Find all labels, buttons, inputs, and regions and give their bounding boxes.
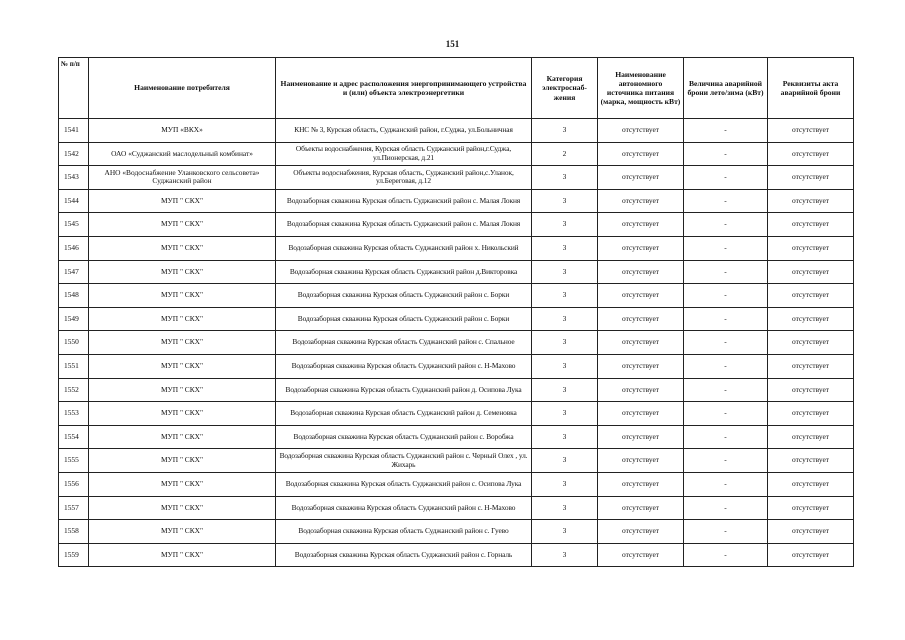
table-row [59, 354, 854, 378]
cell-category: 3 [532, 402, 598, 426]
cell-reserve: - [684, 236, 768, 260]
cell-number: 1542 [59, 142, 89, 166]
cell-reserve: - [684, 520, 768, 544]
cell-number: 1551 [59, 354, 89, 378]
cell-act: отсутствует [768, 496, 854, 520]
cell-object: Водозаборная скважина Курская область Суджанский район с. Гуево [276, 520, 532, 544]
table-row [59, 236, 854, 260]
cell-act: отсутствует [768, 331, 854, 355]
cell-number: 1550 [59, 331, 89, 355]
cell-number: 1553 [59, 402, 89, 426]
cell-power-source: отсутствует [598, 449, 684, 473]
table-row [59, 307, 854, 331]
cell-number: 1548 [59, 284, 89, 308]
cell-object: Водозаборная скважина Курская область Суджанский район д.Викторовка [276, 260, 532, 284]
cell-category: 3 [532, 378, 598, 402]
cell-category: 2 [532, 142, 598, 166]
cell-object: Водозаборная скважина Курская область Суджанский район с. Н-Махово [276, 496, 532, 520]
cell-category: 3 [532, 166, 598, 190]
cell-object: Водозаборная скважина Курская область Суджанский район с. Черный Олех , ул. Жихарь [276, 449, 532, 473]
cell-act: отсутствует [768, 378, 854, 402]
cell-number: 1543 [59, 166, 89, 190]
cell-reserve: - [684, 543, 768, 567]
cell-number: 1559 [59, 543, 89, 567]
cell-object: Водозаборная скважина Курская область Суджанский район д. Семеновка [276, 402, 532, 426]
cell-number: 1549 [59, 307, 89, 331]
page-number: 151 [445, 39, 460, 49]
cell-category: 3 [532, 520, 598, 544]
cell-power-source: отсутствует [598, 236, 684, 260]
cell-number: 1541 [59, 119, 89, 143]
cell-act: отсутствует [768, 213, 854, 237]
table-row [59, 520, 854, 544]
table-row [59, 543, 854, 567]
table-row [59, 189, 854, 213]
cell-power-source: отсутствует [598, 189, 684, 213]
cell-power-source: отсутствует [598, 213, 684, 237]
cell-power-source: отсутствует [598, 354, 684, 378]
cell-object: Объекты водоснабжения, Курская область, Суджанский район,с.Уланок, ул.Береговая, д.12 [276, 166, 532, 190]
cell-act: отсутствует [768, 543, 854, 567]
cell-number: 1555 [59, 449, 89, 473]
cell-object: Водозаборная скважина Курская область Суджанский район д. Осипова Лука [276, 378, 532, 402]
cell-power-source: отсутствует [598, 378, 684, 402]
cell-act: отсутствует [768, 425, 854, 449]
cell-consumer: МУП " СКХ" [89, 354, 276, 378]
cell-category: 3 [532, 213, 598, 237]
table-row [59, 402, 854, 426]
cell-act: отсутствует [768, 236, 854, 260]
cell-consumer: МУП «ВКХ» [89, 119, 276, 143]
cell-object: Водозаборная скважина Курская область Суджанский район с. Борки [276, 284, 532, 308]
cell-consumer: МУП " СКХ" [89, 213, 276, 237]
cell-category: 3 [532, 354, 598, 378]
cell-reserve: - [684, 449, 768, 473]
cell-object: КНС № 3, Курская область, Суджанский район, г.Суджа, ул.Больничная [276, 119, 532, 143]
cell-act: отсутствует [768, 260, 854, 284]
cell-act: отсутствует [768, 402, 854, 426]
table-row [59, 331, 854, 355]
table-row [59, 472, 854, 496]
cell-act: отсутствует [768, 520, 854, 544]
cell-reserve: - [684, 402, 768, 426]
cell-number: 1546 [59, 236, 89, 260]
cell-category: 3 [532, 284, 598, 308]
cell-reserve: - [684, 213, 768, 237]
cell-category: 3 [532, 236, 598, 260]
table-row [59, 142, 854, 166]
table-row [59, 378, 854, 402]
table-row [59, 496, 854, 520]
cell-act: отсутствует [768, 284, 854, 308]
cell-consumer: МУП " СКХ" [89, 449, 276, 473]
header-power-source: Наименование автономного источника питания (марка, мощность кВт) [598, 58, 684, 119]
cell-reserve: - [684, 189, 768, 213]
cell-power-source: отсутствует [598, 520, 684, 544]
cell-reserve: - [684, 307, 768, 331]
header-category: Категория электроснаб-жения [532, 58, 598, 119]
cell-category: 3 [532, 331, 598, 355]
cell-consumer: АНО «Водоснабжение Уланковского сельсовета» Суджанский район [89, 166, 276, 190]
cell-power-source: отсутствует [598, 284, 684, 308]
cell-consumer: МУП " СКХ" [89, 284, 276, 308]
cell-reserve: - [684, 284, 768, 308]
header-reserve: Величина аварийной брони лето/зима (кВт) [684, 58, 768, 119]
cell-consumer: МУП " СКХ" [89, 496, 276, 520]
cell-object: Водозаборная скважина Курская область Суджанский район х. Никольский [276, 236, 532, 260]
cell-consumer: ОАО «Суджанский маслодельный комбинат» [89, 142, 276, 166]
cell-object: Объекты водоснабжения, Курская область Суджанский район,г.Суджа, ул.Пионерская, д.21 [276, 142, 532, 166]
cell-act: отсутствует [768, 307, 854, 331]
cell-consumer: МУП " СКХ" [89, 378, 276, 402]
cell-reserve: - [684, 378, 768, 402]
cell-act: отсутствует [768, 189, 854, 213]
table-body [59, 119, 854, 567]
cell-reserve: - [684, 496, 768, 520]
cell-consumer: МУП " СКХ" [89, 189, 276, 213]
cell-act: отсутствует [768, 354, 854, 378]
cell-power-source: отсутствует [598, 142, 684, 166]
cell-consumer: МУП " СКХ" [89, 472, 276, 496]
cell-object: Водозаборная скважина Курская область Суджанский район с. Борки [276, 307, 532, 331]
cell-number: 1547 [59, 260, 89, 284]
header-consumer: Наименование потребителя [89, 58, 276, 119]
emergency-reserve-table [58, 57, 854, 567]
cell-object: Водозаборная скважина Курская область Суджанский район с. Горналь [276, 543, 532, 567]
cell-consumer: МУП " СКХ" [89, 260, 276, 284]
cell-category: 3 [532, 307, 598, 331]
cell-reserve: - [684, 354, 768, 378]
table-row [59, 449, 854, 473]
cell-reserve: - [684, 331, 768, 355]
cell-reserve: - [684, 142, 768, 166]
cell-consumer: МУП " СКХ" [89, 520, 276, 544]
cell-reserve: - [684, 166, 768, 190]
cell-power-source: отсутствует [598, 260, 684, 284]
cell-reserve: - [684, 260, 768, 284]
cell-act: отсутствует [768, 166, 854, 190]
cell-category: 3 [532, 543, 598, 567]
cell-power-source: отсутствует [598, 166, 684, 190]
cell-number: 1558 [59, 520, 89, 544]
cell-category: 3 [532, 260, 598, 284]
header-object: Наименование и адрес расположения энергопринимающего устройства и (или) объекта электроэнергетики [276, 58, 532, 119]
header-act: Реквизиты акта аварийной брони [768, 58, 854, 119]
cell-act: отсутствует [768, 472, 854, 496]
cell-category: 3 [532, 496, 598, 520]
cell-category: 3 [532, 472, 598, 496]
cell-consumer: МУП " СКХ" [89, 425, 276, 449]
cell-consumer: МУП " СКХ" [89, 236, 276, 260]
table-row [59, 284, 854, 308]
cell-power-source: отсутствует [598, 543, 684, 567]
table-row [59, 213, 854, 237]
cell-power-source: отсутствует [598, 472, 684, 496]
cell-number: 1554 [59, 425, 89, 449]
cell-power-source: отсутствует [598, 496, 684, 520]
cell-category: 3 [532, 189, 598, 213]
table-row [59, 260, 854, 284]
cell-reserve: - [684, 472, 768, 496]
header-number: № п/п [59, 58, 89, 119]
cell-object: Водозаборная скважина Курская область Суджанский район с. Н-Махово [276, 354, 532, 378]
cell-power-source: отсутствует [598, 307, 684, 331]
cell-power-source: отсутствует [598, 402, 684, 426]
cell-number: 1557 [59, 496, 89, 520]
cell-object: Водозаборная скважина Курская область Суджанский район с. Малая Локня [276, 189, 532, 213]
cell-act: отсутствует [768, 119, 854, 143]
cell-number: 1544 [59, 189, 89, 213]
cell-act: отсутствует [768, 449, 854, 473]
cell-power-source: отсутствует [598, 119, 684, 143]
cell-reserve: - [684, 425, 768, 449]
cell-consumer: МУП " СКХ" [89, 307, 276, 331]
cell-category: 3 [532, 425, 598, 449]
cell-category: 3 [532, 119, 598, 143]
cell-act: отсутствует [768, 142, 854, 166]
table-header-row [59, 58, 854, 119]
cell-number: 1556 [59, 472, 89, 496]
cell-number: 1545 [59, 213, 89, 237]
cell-category: 3 [532, 449, 598, 473]
table-row [59, 119, 854, 143]
table-row [59, 425, 854, 449]
cell-power-source: отсутствует [598, 331, 684, 355]
cell-power-source: отсутствует [598, 425, 684, 449]
cell-object: Водозаборная скважина Курская область Суджанский район с. Осипова Лука [276, 472, 532, 496]
cell-reserve: - [684, 119, 768, 143]
cell-consumer: МУП " СКХ" [89, 331, 276, 355]
cell-object: Водозаборная скважина Курская область Суджанский район с. Спальное [276, 331, 532, 355]
cell-consumer: МУП " СКХ" [89, 402, 276, 426]
cell-number: 1552 [59, 378, 89, 402]
cell-consumer: МУП " СКХ" [89, 543, 276, 567]
table-row [59, 166, 854, 190]
cell-object: Водозаборная скважина Курская область Суджанский район с. Воробжа [276, 425, 532, 449]
cell-object: Водозаборная скважина Курская область Суджанский район с. Малая Локня [276, 213, 532, 237]
